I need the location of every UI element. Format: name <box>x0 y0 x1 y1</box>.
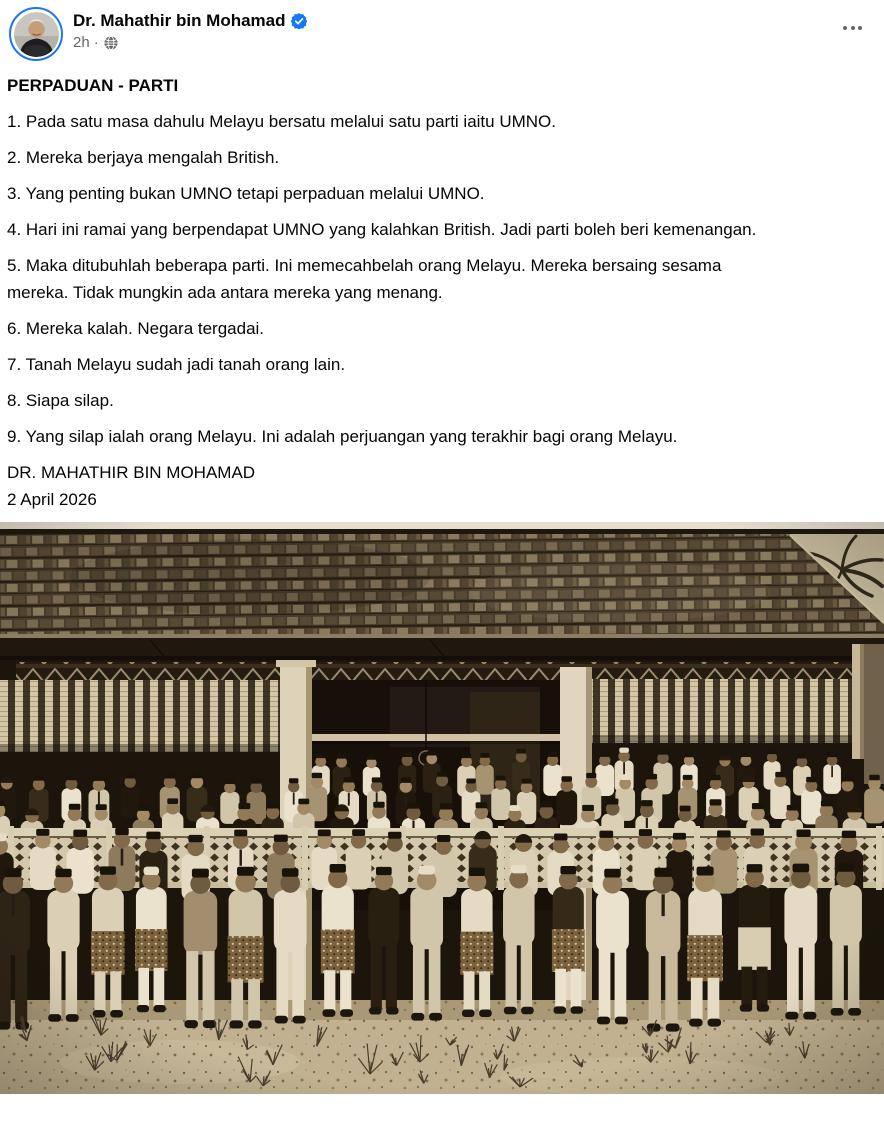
profile-photo-image <box>14 12 59 57</box>
post-paragraph: 4. Hari ini ramai yang berpendapat UMNO yang kalahkan British. Jadi parti boleh beri kemenangan. <box>7 220 757 239</box>
avatar[interactable] <box>9 7 63 61</box>
post-header <box>0 0 884 61</box>
post-paragraph: 6. Mereka kalah. Negara tergadai. <box>7 319 265 338</box>
post-paragraph: 1. Pada satu masa dahulu Melayu bersatu melalui satu parti iaitu UMNO. <box>7 112 556 131</box>
post-paragraph: 3. Yang penting bukan UMNO tetapi perpaduan melalui UMNO. <box>7 184 485 203</box>
signature-date: 2 April 2026 <box>7 490 97 509</box>
meta-separator: · <box>93 34 99 51</box>
ellipsis-icon <box>843 26 847 30</box>
post-paragraph: 7. Tanah Melayu sudah jadi tanah orang lain. <box>7 355 346 374</box>
post-paragraph: 8. Siapa silap. <box>7 391 114 410</box>
post-paragraph: 5. Maka ditubuhlah beberapa parti. Ini memecahbelah orang Melayu. Mereka bersaing sesama mereka. Tidak mungkin ada antara mereka yang menang. <box>7 256 722 302</box>
globe-icon <box>103 35 119 51</box>
post-paragraph: 9. Yang silap ialah orang Melayu. Ini adalah perjuangan yang terakhir bagi orang Melayu. <box>7 427 678 446</box>
post-title: PERPADUAN - PARTI <box>7 76 179 95</box>
post-paragraph: 2. Mereka berjaya mengalah British. <box>7 148 280 167</box>
verified-badge-icon <box>291 13 307 29</box>
more-options-button[interactable] <box>837 20 868 36</box>
post-photo[interactable] <box>0 522 884 1094</box>
historical-group-photo <box>0 522 884 1094</box>
profile-name[interactable]: Dr. Mahathir bin Mohamad <box>73 11 286 30</box>
header-text <box>73 7 307 52</box>
timestamp[interactable]: 2h <box>73 34 90 51</box>
post-text <box>0 61 884 513</box>
signature-name: DR. MAHATHIR BIN MOHAMAD <box>7 463 256 482</box>
